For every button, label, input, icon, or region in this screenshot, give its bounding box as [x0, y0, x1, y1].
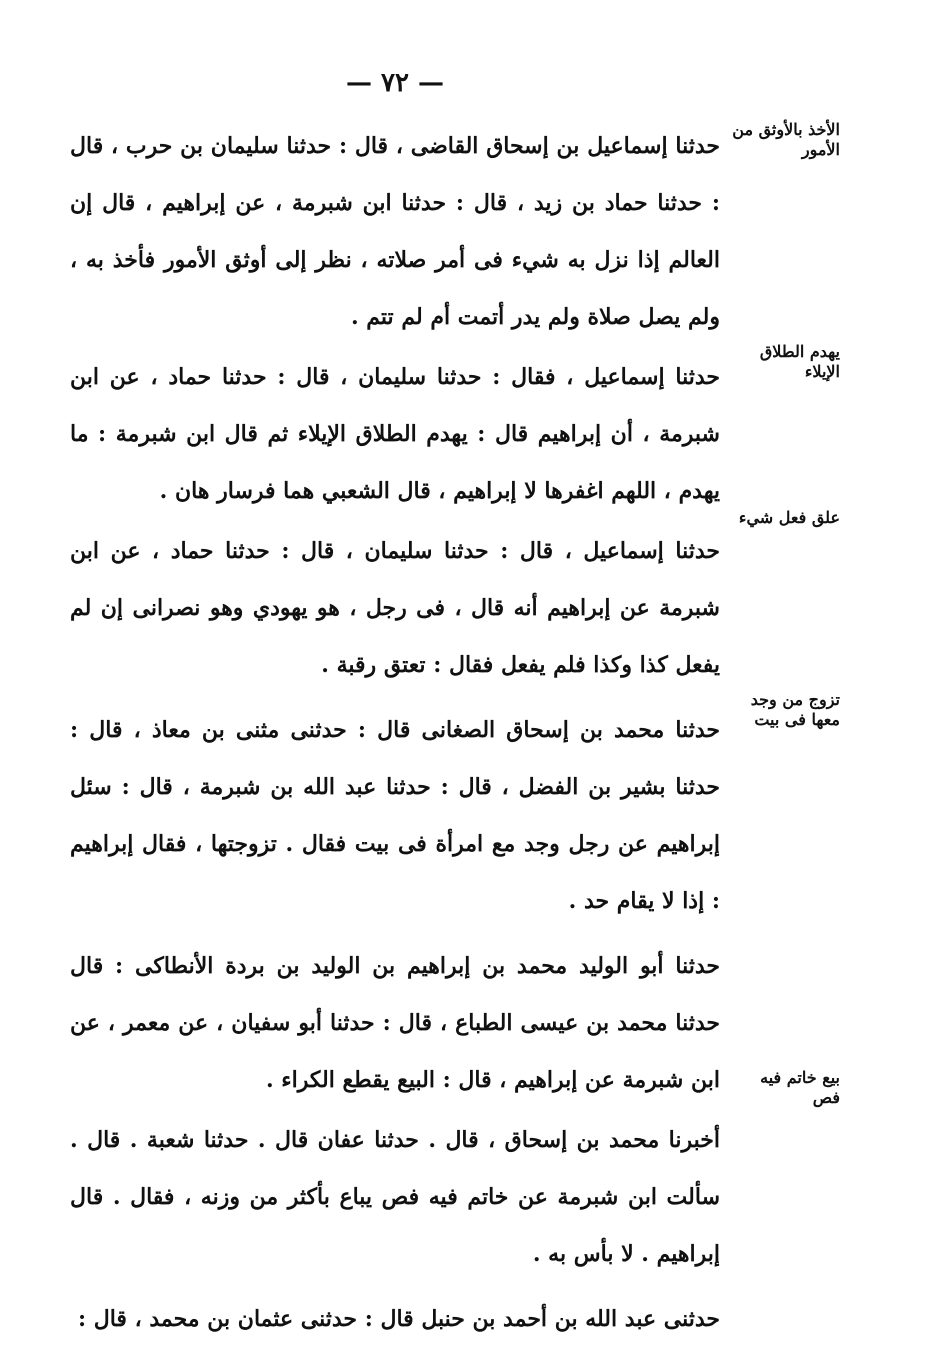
margin-note-3: علق فعل شيء [738, 508, 840, 527]
margin-note-1: الأخذ بالأوثق من الأمور [732, 120, 840, 159]
paragraph-3: حدثنا إسماعيل ، قال : حدثنا سليمان ، قال : حدثنا حماد ، عن ابن شبرمة عن إبراهيم أنه قال ، فى رجل ، هو يهودي وهو نصرانى إن لم يفعل كذا وكذا فلم يفعل فقال : تعتق رقبة . [70, 538, 720, 678]
margin-note-5: بيع خاتم فيه فص [760, 1068, 840, 1107]
paragraph-7: حدثنى عبد الله بن أحمد بن حنبل قال : حدثنى عثمان بن محمد ، قال : [77, 1306, 720, 1332]
paragraph-4: حدثنا محمد بن إسحاق الصغانى قال : حدثنى مثنى بن معاذ ، قال : حدثنا بشير بن الفضل ، قال : حدثنا عبد الله بن شبرمة ، قال : سئل إبراهيم عن رجل وجد مع امرأة فى بيت فقال . تزوجتها ، فقال إبراهيم : إذا لا يقام حد . [70, 717, 720, 914]
paragraph-2: حدثنا إسماعيل ، فقال : حدثنا سليمان ، قال : حدثنا حماد ، عن ابن شبرمة ، أن إبراهيم قال : يهدم الطلاق الإيلاء ثم قال ابن شبرمة : ما يهدم ، اللهم اغفرها لا إبراهيم ، قال الشعبي هما فرسار هان . [70, 364, 720, 504]
page-number: — ٧٢ — [345, 68, 445, 98]
paragraph-6: أخبرنا محمد بن إسحاق ، قال . حدثنا عفان قال . حدثنا شعبة . قال . سألت ابن شبرمة عن خاتم فيه فص يباع بأكثر من وزنه ، فقال . قال إبراهيم . لا بأس به . [70, 1127, 720, 1267]
paragraph-5: حدثنا أبو الوليد محمد بن إبراهيم بن الوليد بن بردة الأنطاكى : قال حدثنا محمد بن عيسى الطباع ، قال : حدثنا أبو سفيان ، عن معمر ، عن ابن شبرمة عن إبراهيم ، قال : البيع يقطع الكراء . [70, 953, 720, 1093]
margin-note-2: يهدم الطلاق الإيلاء [759, 342, 840, 381]
main-text [70, 118, 720, 1351]
margin-note-4: تزوج من وجد معها فى بيت [750, 690, 840, 729]
paragraph-1: حدثنا إسماعيل بن إسحاق القاضى ، قال : حدثنا سليمان بن حرب ، قال : حدثنا حماد بن زيد ، قال : حدثنا ابن شبرمة ، عن إبراهيم ، قال إن العالم إذا نزل به شيء فى أمر صلاته ، نظر إلى أوثق الأمور فأخذ به ، ولم يصل صلاة ولم يدر أتمت أم لم تتم . [70, 133, 720, 330]
